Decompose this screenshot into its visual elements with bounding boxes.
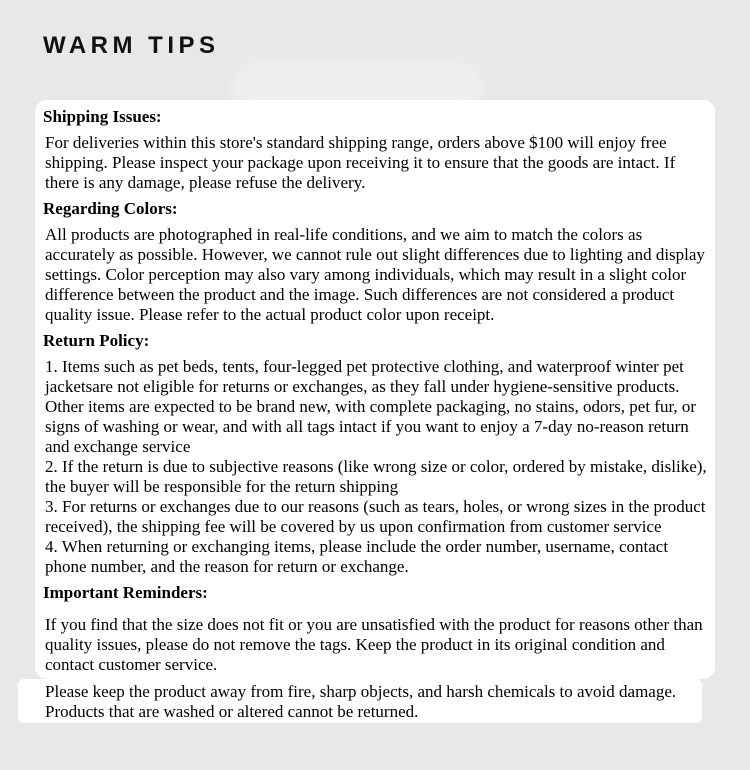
section-shipping-issues <box>43 107 713 193</box>
important-reminders-paragraph: If you find that the size does not fit or you are unsatisfied with the product for reasons other than quality issues, please do not remove the tags. Keep the product in its original condition and contact customer service. <box>45 615 703 675</box>
tips-card <box>35 100 715 679</box>
footer-note: Please keep the product away from fire, sharp objects, and harsh chemicals to avoid damage. Products that are washed or altered cannot be returned. <box>45 682 677 722</box>
section-important-reminders <box>43 583 713 675</box>
section-return-policy <box>43 331 713 577</box>
section-heading-return-policy: Return Policy: <box>43 331 150 351</box>
shipping-issues-paragraph: For deliveries within this store's standard shipping range, orders above $100 will enjoy free shipping. Please inspect your package upon receiving it to ensure that the goods are intact. If there is any damage, please refuse the delivery. <box>45 133 676 193</box>
footer-note-card <box>18 679 702 723</box>
return-policy-item-2: 2. If the return is due to subjective reasons (like wrong size or color, ordered by mistake, dislike), the buyer will be responsible for the return shipping <box>45 457 707 497</box>
section-heading-important-reminders: Important Reminders: <box>43 583 208 603</box>
section-heading-regarding-colors: Regarding Colors: <box>43 199 178 219</box>
page-title: WARM TIPS <box>43 32 220 59</box>
return-policy-item-3: 3. For returns or exchanges due to our reasons (such as tears, holes, or wrong sizes in the product received), the shipping fee will be covered by us upon confirmation from customer service <box>45 497 706 537</box>
return-policy-item-1: 1. Items such as pet beds, tents, four-legged pet protective clothing, and waterproof winter pet jacketsare not eligible for returns or exchanges, as they fall under hygiene-sensitive products. Other items are expected to be brand new, with complete packaging, no stains, odors, pet fur, or signs of washing or wear, and with all tags intact if you want to enjoy a 7-day no-reason return and exchange service <box>45 357 697 457</box>
regarding-colors-paragraph: All products are photographed in real-life conditions, and we aim to match the colors as accurately as possible. However, we cannot rule out slight differences due to lighting and display settings. Color perception may also vary among individuals, which may result in a slight color difference between the product and the image. Such differences are not considered a product quality issue. Please refer to the actual product color upon receipt. <box>45 225 705 325</box>
section-regarding-colors <box>43 199 713 325</box>
return-policy-item-4: 4. When returning or exchanging items, please include the order number, username, contact phone number, and the reason for return or exchange. <box>45 537 669 577</box>
section-heading-shipping-issues: Shipping Issues: <box>43 107 162 127</box>
